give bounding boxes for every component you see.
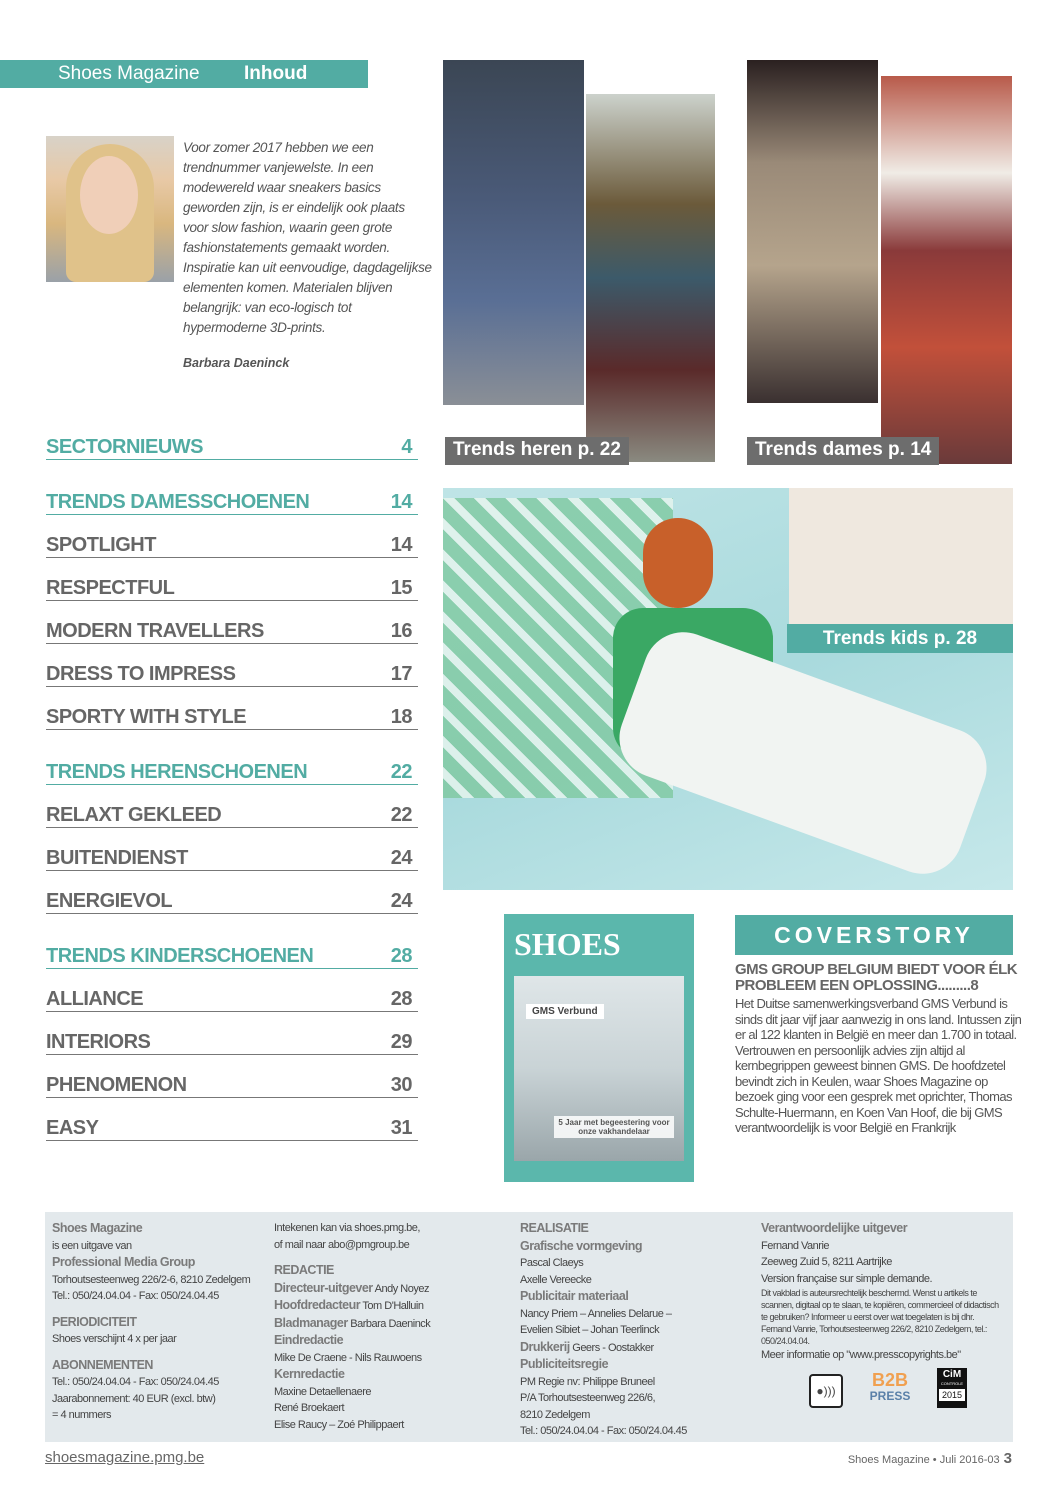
colophon-line bbox=[52, 1357, 282, 1375]
colophon-label: Kernredactie bbox=[274, 1367, 345, 1381]
colophon-line bbox=[52, 1272, 282, 1289]
toc-item-label: EASY bbox=[46, 1117, 99, 1139]
toc-item-page: 14 bbox=[390, 534, 412, 556]
colophon-value: Pascal Claeys bbox=[520, 1257, 584, 1269]
editor-signature: Barbara Daeninck bbox=[183, 356, 290, 370]
toc-item-page: 4 bbox=[401, 436, 412, 458]
colophon-line bbox=[520, 1238, 750, 1256]
colophon-line bbox=[52, 1331, 282, 1348]
toc-item[interactable] bbox=[46, 761, 418, 785]
toc-item[interactable] bbox=[46, 1117, 418, 1141]
toc-item[interactable] bbox=[46, 847, 418, 871]
colophon-label: Verantwoordelijke uitgever bbox=[761, 1221, 908, 1235]
colophon-label: Bladmanager bbox=[274, 1315, 348, 1330]
colophon-label: Grafische vormgeving bbox=[520, 1238, 642, 1253]
trends-kids-label[interactable]: Trends kids p. 28 bbox=[787, 624, 1013, 653]
colophon-value: Version française sur simple demande. bbox=[761, 1272, 933, 1285]
toc-item[interactable] bbox=[46, 1074, 418, 1098]
magazine-name: Shoes Magazine bbox=[58, 63, 200, 84]
colophon-line bbox=[274, 1280, 504, 1298]
toc-item-label: SECTORNIEUWS bbox=[46, 436, 203, 458]
colophon bbox=[45, 1212, 1013, 1442]
colophon-line bbox=[52, 1391, 282, 1408]
toc-item-label: SPOTLIGHT bbox=[46, 534, 156, 556]
colophon-line bbox=[520, 1272, 750, 1289]
toc-item-page: 17 bbox=[390, 663, 412, 685]
photo-men-1 bbox=[443, 60, 584, 405]
colophon-line bbox=[274, 1315, 504, 1333]
colophon-label: Hoofdredacteur bbox=[274, 1298, 361, 1312]
toc-item-label: MODERN TRAVELLERS bbox=[46, 620, 264, 642]
toc-item-label: ALLIANCE bbox=[46, 988, 144, 1010]
colophon-line bbox=[274, 1350, 504, 1367]
editorial-intro: Voor zomer 2017 hebben we een trendnummer vanjewelste. In een modewereld waar sneakers basics geworden zijn, is er eindelijk ook plaats voor slow fashion, waarin geen grote fashionstatements gemaakt worden. Inspiratie kan uit eenvoudige, dagdagelijkse elementen komen. Materialen blijven belangrijk: van eco-logisch tot hypermoderne 3D-prints. bbox=[183, 140, 432, 335]
colophon-value: Axelle Vereecke bbox=[520, 1273, 592, 1286]
colophon-value: P/A Torhoutsesteenweg 226/6, bbox=[520, 1392, 656, 1404]
coverstory-title[interactable]: GMS GROUP BELGIUM BIEDT VOOR ÉLK PROBLEEM EEN OPLOSSING.........8 bbox=[735, 961, 1018, 994]
colophon-line bbox=[274, 1366, 504, 1384]
toc-item-page: 31 bbox=[390, 1117, 412, 1139]
section-title: Inhoud bbox=[244, 63, 308, 84]
page-info bbox=[848, 1450, 1012, 1467]
toc-item-label: RELAXT GEKLEED bbox=[46, 804, 222, 826]
toc-item-page: 15 bbox=[390, 577, 412, 599]
colophon-value: Barbara Daeninck bbox=[347, 1317, 431, 1330]
colophon-value: Andy Noyez bbox=[372, 1282, 429, 1295]
cim-logo bbox=[937, 1368, 967, 1408]
toc-item-page: 24 bbox=[390, 890, 412, 912]
colophon-line bbox=[52, 1314, 282, 1332]
colophon-label: Directeur-uitgever bbox=[274, 1280, 373, 1295]
colophon-value: Tel.: 050/24.04.04 - Fax: 050/24.04.45 bbox=[52, 1376, 219, 1388]
toc-item-label: BUITENDIENST bbox=[46, 847, 188, 869]
colophon-value: Geers - Oostakker bbox=[569, 1341, 654, 1354]
toc-item[interactable] bbox=[46, 945, 418, 969]
toc-item-page: 30 bbox=[390, 1074, 412, 1096]
colophon-value: Maxine Detaellenaere bbox=[274, 1385, 372, 1398]
colophon-value: 8210 Zedelgem bbox=[520, 1408, 590, 1421]
cover-title: SHOES bbox=[514, 926, 621, 962]
colophon-value: Shoes verschijnt 4 x per jaar bbox=[52, 1333, 177, 1345]
toc-item[interactable] bbox=[46, 620, 418, 644]
colophon-line bbox=[274, 1400, 504, 1417]
colophon-value: = 4 nummers bbox=[52, 1409, 111, 1421]
toc-item-page: 22 bbox=[390, 804, 412, 826]
colophon-line bbox=[520, 1220, 750, 1238]
toc-item[interactable] bbox=[46, 663, 418, 687]
colophon-value: Tel.: 050/24.04.04 - Fax: 050/24.04.45 bbox=[52, 1290, 219, 1302]
colophon-label: Professional Media Group bbox=[52, 1255, 195, 1269]
toc-item-page: 16 bbox=[390, 620, 412, 642]
colophon-line bbox=[761, 1220, 1006, 1238]
toc-item[interactable] bbox=[46, 804, 418, 828]
colophon-line bbox=[520, 1255, 750, 1272]
toc-item-label: DRESS TO IMPRESS bbox=[46, 663, 236, 685]
toc-item-page: 22 bbox=[390, 761, 412, 783]
colophon-value: Jaarabonnement: 40 EUR (excl. btw) bbox=[52, 1392, 216, 1405]
press-logo-text: PRESS bbox=[869, 1388, 911, 1403]
colophon-line bbox=[520, 1339, 750, 1357]
colophon-value: René Broekaert bbox=[274, 1402, 345, 1414]
toc-item-label: INTERIORS bbox=[46, 1031, 151, 1053]
colophon-column bbox=[274, 1220, 504, 1433]
toc-item[interactable] bbox=[46, 577, 418, 601]
colophon-label: Drukkerij bbox=[520, 1339, 570, 1354]
colophon-value: Nancy Priem – Annelies Delarue – bbox=[520, 1307, 672, 1320]
trends-men-label[interactable]: Trends heren p. 22 bbox=[445, 437, 629, 465]
toc-item[interactable] bbox=[46, 706, 418, 730]
colophon-line bbox=[274, 1237, 504, 1254]
colophon-label: Publicitair materiaal bbox=[520, 1289, 629, 1303]
colophon-label: REALISATIE bbox=[520, 1221, 589, 1235]
colophon-value: Meer informatie op "www.presscopyrights.be" bbox=[761, 1349, 961, 1361]
colophon-label: Publiciteitsregie bbox=[520, 1357, 609, 1371]
colophon-value: Zeeweg Zuid 5, 8211 Aartrijke bbox=[761, 1256, 892, 1268]
photo-kids bbox=[443, 488, 1013, 890]
colophon-line bbox=[761, 1271, 1006, 1288]
colophon-line bbox=[52, 1254, 282, 1272]
cim-controle: CONTROLE bbox=[940, 1380, 964, 1386]
photo-men-2 bbox=[586, 94, 715, 462]
colophon-line bbox=[761, 1238, 1006, 1255]
colophon-line bbox=[52, 1288, 282, 1305]
colophon-line bbox=[52, 1407, 282, 1424]
colophon-line bbox=[274, 1417, 504, 1434]
colophon-line bbox=[520, 1356, 750, 1374]
colophon-value: of mail naar abo@pmgroup.be bbox=[274, 1238, 410, 1251]
coverstory-heading: COVERSTORY bbox=[735, 915, 1013, 955]
colophon-line bbox=[274, 1384, 504, 1401]
colophon-value: Mike De Craene - Nils Rauwoens bbox=[274, 1351, 422, 1364]
colophon-line bbox=[52, 1374, 282, 1391]
photo-women-1 bbox=[747, 60, 878, 403]
colophon-line bbox=[274, 1262, 504, 1280]
colophon-line bbox=[52, 1220, 282, 1238]
toc-item-label: TRENDS HERENSCHOENEN bbox=[46, 761, 308, 783]
page-number: 3 bbox=[1003, 1450, 1012, 1467]
toc-item[interactable] bbox=[46, 534, 418, 558]
colophon-line bbox=[520, 1306, 750, 1323]
colophon-label: PERIODICITEIT bbox=[52, 1314, 137, 1329]
colophon-line bbox=[520, 1407, 750, 1424]
cim-year: 2015 bbox=[939, 1389, 965, 1401]
trends-women-label[interactable]: Trends dames p. 14 bbox=[747, 437, 939, 465]
colophon-label: REDACTIE bbox=[274, 1263, 334, 1277]
colophon-line bbox=[761, 1347, 1006, 1364]
b2b-press-logo bbox=[865, 1369, 915, 1408]
toc-item-page: 29 bbox=[390, 1031, 412, 1053]
colophon-line: Dit vakblad is auteursrechtelijk beschermd. Wenst u artikels te scannen, digitaal op te slaan, te kopiëren, commercieel of didactisch te gebruiken? Informeer u eerst over wat toegelaten is bij dhr. Fernand Vanrie, Torhoutsesteenweg 226/2, 8210 Zedelgem, tel.: 050/24.04.04. bbox=[761, 1288, 999, 1346]
colophon-label: ABONNEMENTEN bbox=[52, 1357, 153, 1372]
colophon-value: Fernand Vanrie bbox=[761, 1239, 830, 1252]
toc-item-label: TRENDS DAMESSCHOENEN bbox=[46, 491, 310, 513]
colophon-line bbox=[761, 1254, 1006, 1271]
toc-item[interactable] bbox=[46, 890, 418, 914]
colophon-line bbox=[520, 1374, 750, 1391]
toc-item[interactable] bbox=[46, 988, 418, 1012]
cim-text: CiM bbox=[942, 1368, 962, 1380]
toc-item-page: 28 bbox=[390, 988, 412, 1010]
colophon-value: Intekenen kan via shoes.pmg.be, bbox=[274, 1222, 420, 1234]
editorial bbox=[183, 138, 433, 370]
cover-brand: GMS Verbund bbox=[526, 1004, 604, 1019]
colophon-line bbox=[520, 1322, 750, 1339]
toc-item[interactable] bbox=[46, 491, 418, 515]
toc-item-page: 24 bbox=[390, 847, 412, 869]
colophon-value: Torhoutsesteenweg 226/2-6, 8210 Zedelgem bbox=[52, 1273, 251, 1286]
b2b-logo-text: B2B bbox=[871, 1369, 908, 1390]
photo-women-2 bbox=[881, 76, 1012, 464]
colophon-column bbox=[52, 1220, 282, 1424]
colophon-line bbox=[274, 1332, 504, 1350]
toc-item-label: RESPECTFUL bbox=[46, 577, 175, 599]
cover-tagline: 5 Jaar met begeestering voor onze vakhandelaar bbox=[554, 1116, 674, 1138]
colophon-value: Evelien Sibiet – Johan Teerlinck bbox=[520, 1324, 660, 1336]
colophon-label: Shoes Magazine bbox=[52, 1221, 143, 1235]
colophon-value: PM Regie nv: Philippe Bruneel bbox=[520, 1375, 655, 1388]
colophon-line bbox=[520, 1288, 750, 1306]
colophon-label: Eindredactie bbox=[274, 1333, 344, 1347]
section-header bbox=[0, 60, 368, 88]
logo-row bbox=[761, 1368, 1006, 1408]
colophon-value: Elise Raucy – Zoé Philippaert bbox=[274, 1418, 404, 1431]
colophon-column bbox=[520, 1220, 750, 1440]
issue-info: Shoes Magazine • Juli 2016-03 bbox=[847, 1454, 1000, 1466]
toc-item[interactable] bbox=[46, 1031, 418, 1055]
colophon-line bbox=[274, 1297, 504, 1315]
website-link[interactable]: shoesmagazine.pmg.be bbox=[45, 1449, 205, 1466]
toc-item-page: 18 bbox=[390, 706, 412, 728]
cover-thumbnail[interactable] bbox=[504, 914, 694, 1182]
coverstory-body: Het Duitse samenwerkingsverband GMS Verbund is sinds dit jaar vijf jaar aanwezig in ons land. Intussen zijn er al 122 klanten in België en meer dan 1.700 in totaal. Vertrouwen en persoonlijk advies zijn altijd al kernbegrippen geweest binnen GMS. De hoofdzetel bevindt zich in Keulen, waar Shoes Magazine op bezoek ging voor een gesprek met oprichter, Thomas Schulte-Huermann, en Koen Van Hoof, die bij GMS verantwoordelijk is voor België en Frankrijk bbox=[735, 996, 1022, 1135]
colophon-column bbox=[761, 1220, 1006, 1408]
cover-photo bbox=[514, 976, 684, 1161]
toc-item-label: PHENOMENON bbox=[46, 1074, 187, 1096]
toc-item[interactable] bbox=[46, 436, 418, 460]
toc-item-label: TRENDS KINDERSCHOENEN bbox=[46, 945, 314, 967]
toc-item-page: 14 bbox=[390, 491, 412, 513]
sound-logo: ●))) bbox=[809, 1374, 843, 1408]
colophon-line bbox=[520, 1390, 750, 1407]
colophon-value: Tel.: 050/24.04.04 - Fax: 050/24.04.45 bbox=[520, 1425, 687, 1437]
toc-item-label: SPORTY WITH STYLE bbox=[46, 706, 247, 728]
colophon-value: Tom D'Halluin bbox=[360, 1300, 424, 1312]
colophon-line bbox=[520, 1423, 750, 1440]
colophon-line bbox=[52, 1238, 282, 1255]
toc-item-page: 28 bbox=[390, 945, 412, 967]
colophon-line bbox=[274, 1220, 504, 1237]
toc-item-label: ENERGIEVOL bbox=[46, 890, 173, 912]
coverstory bbox=[735, 962, 1027, 1136]
editor-photo bbox=[46, 136, 174, 282]
colophon-value: is een uitgave van bbox=[52, 1239, 132, 1252]
